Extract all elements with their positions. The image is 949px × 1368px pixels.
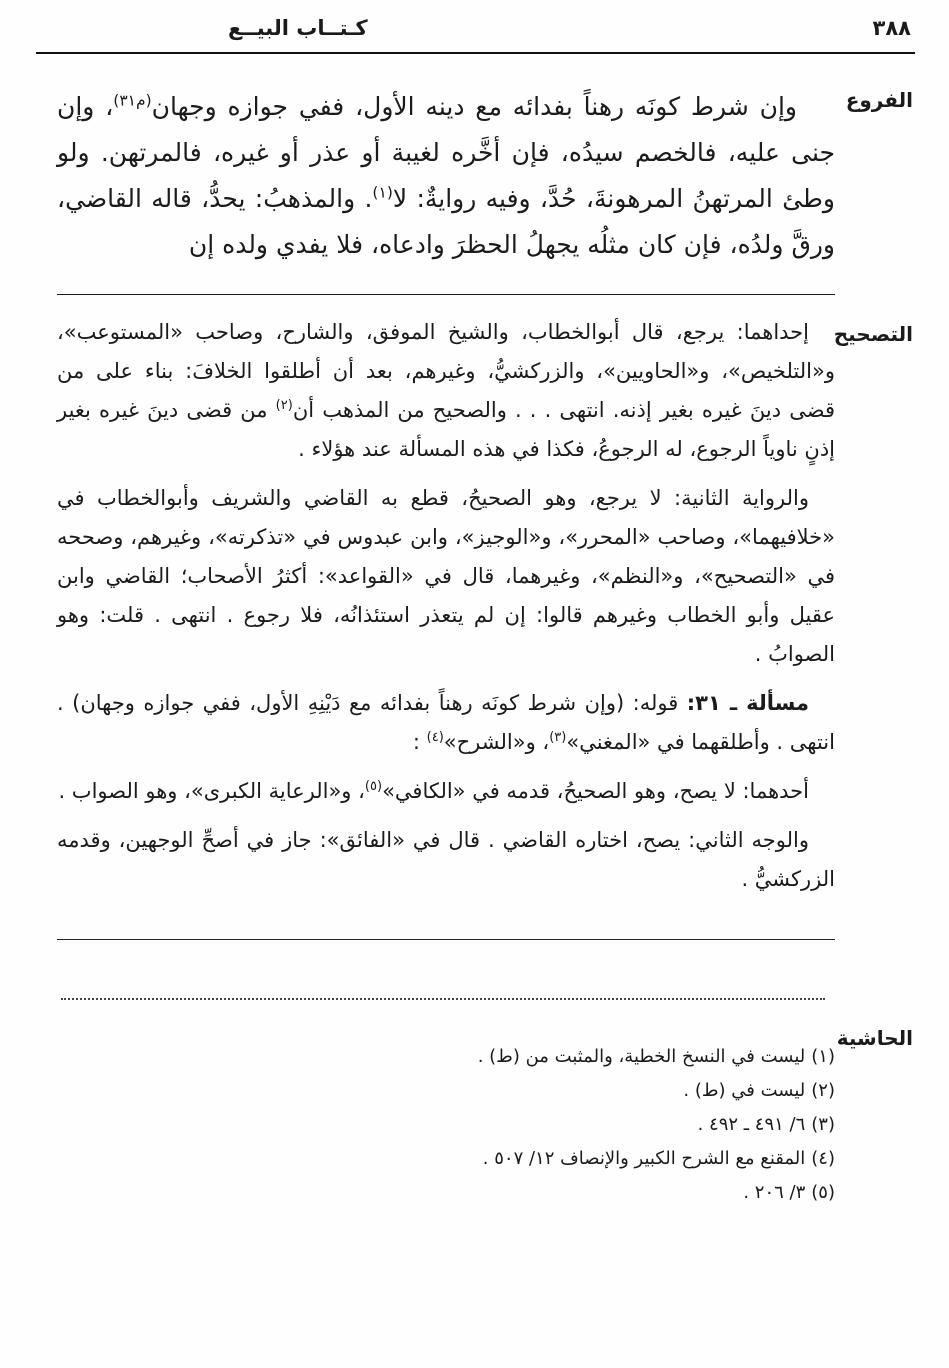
text-run: من قضى دينَ غيره بغير إذنٍ ناوياً الرجوع، له الرجوعُ، فكذا في هذه المسألة عند هؤلاء . xyxy=(57,398,835,461)
tashih-section xyxy=(57,313,835,899)
text-run: أحدهما: لا يصح، وهو الصحيحُ، قدمه في «الكافي» xyxy=(382,779,809,803)
page-number: ٣٨٨ xyxy=(872,16,911,40)
text-run: ، و«الرعاية الكبرى»، وهو الصواب . xyxy=(58,779,365,803)
footnote-reference-superscript: (١) xyxy=(372,183,393,202)
footnote-item xyxy=(57,1074,835,1108)
header-rule xyxy=(36,52,915,54)
text-run: والوجه الثاني: يصح، اختاره القاضي . قال في «الفائق»: جاز في أصحِّ الوجهين، وقدمه الزركشيُّ . xyxy=(57,828,835,891)
footnote-text: ليست في النسخ الخطية، والمثبت من (ط) . xyxy=(477,1046,806,1067)
footnote-marker: (٥) xyxy=(811,1182,835,1203)
text-run: مسألة ـ ٣١: xyxy=(686,691,809,715)
footnote-reference-superscript: (٢) xyxy=(275,398,293,413)
margin-label-hashiya: الحاشية xyxy=(836,1026,913,1050)
hashiya-dotted-rule xyxy=(61,998,825,1000)
tashih-paragraph xyxy=(57,772,835,811)
tashih-paragraph xyxy=(57,479,835,674)
section-divider xyxy=(57,294,835,295)
footnote-marker: (٢) xyxy=(811,1080,835,1101)
tashih-paragraph xyxy=(57,684,835,762)
footnote-text: ٣/ ٢٠٦ . xyxy=(743,1182,806,1203)
text-run: إحداهما: يرجع، قال أبوالخطاب، والشيخ الموفق، والشارح، وصاحب «المستوعب»، و«التلخيص»، و«الحاويين»، والزركشيُّ، وغيرهم، بعد أن أطلقوا الخلافَ: بناء على من قضى دينَ غيره بغير إذنه. انتهى . . . والصحيح من المذهب أن xyxy=(57,320,835,422)
footnote-text: ٦/ ٤٩١ ـ ٤٩٢ . xyxy=(697,1114,806,1135)
footnote-reference-superscript: (٤) xyxy=(426,730,444,745)
page-header xyxy=(36,14,913,50)
footnote-text: ليست في (ط) . xyxy=(683,1080,806,1101)
margin-label-furu: الفروع xyxy=(845,88,913,112)
text-run: . والمذهبُ: يحدُّ، قاله القاضي، ورقَّ ولدُه، فإن كان مثلُه يجهلُ الحظرَ وادعاه، فلا يفدي ولده إن xyxy=(57,184,835,259)
matn-paragraph xyxy=(57,84,835,268)
margin-label-tashih: التصحيح xyxy=(833,322,913,346)
text-run: ، و«الشرح» xyxy=(443,730,550,754)
footnote-item xyxy=(57,1040,835,1074)
text-run: ، وإن جنى عليه، فالخصم سيدُه، فإن أخَّره لغيبة أو عذر أو غيره، فالمرتهن. ولو وطئ المرتهنُ المرهونةَ، حُدَّ، وفيه روايةٌ: لا xyxy=(57,92,835,213)
footnote-reference-superscript: (م٣١) xyxy=(113,91,152,110)
footnote-text: المقنع مع الشرح الكبير والإنصاف ١٢/ ٥٠٧ . xyxy=(482,1148,806,1169)
footnote-marker: (٣) xyxy=(811,1114,835,1135)
footnote-marker: (١) xyxy=(811,1046,835,1067)
footnote-reference-superscript: (٣) xyxy=(549,730,567,745)
footnote-item xyxy=(57,1176,835,1210)
footnote-marker: (٤) xyxy=(811,1148,835,1169)
text-run: : xyxy=(412,730,427,754)
text-column xyxy=(57,84,835,1210)
tashih-paragraph xyxy=(57,313,835,469)
footnotes-section xyxy=(57,1040,835,1210)
footnote-divider-rule xyxy=(57,939,835,940)
footnote-item xyxy=(57,1108,835,1142)
text-run: وإن شرط كونَه رهناً بفدائه مع دينه الأول، ففي جوازه وجهان xyxy=(151,92,797,121)
book-title: كـتــاب البيــع xyxy=(228,16,368,40)
tashih-paragraph xyxy=(57,821,835,899)
text-run: والرواية الثانية: لا يرجع، وهو الصحيحُ، قطع به القاضي والشريف وأبوالخطاب في «خلافيهما»، وصاحب «المحرر»، و«الوجيز»، وابن عبدوس في «تذكرته»، وغيرهم، وصححه في «التصحيح»، و«النظم»، وغيرهما، قال في «القواعد»: أكثرُ الأصحاب؛ القاضي وابن عقيل وأبو الخطاب وغيرهم قالوا: إن لم يتعذر استئذانُه، فلا رجوع . انتهى . قلت: وهو الصوابُ . xyxy=(57,486,835,666)
text-run: قوله: (وإن شرط كونَه رهناً بفدائه مع دَيْنِهِ الأول، ففي جوازه وجهان) . انتهى . وأطلقهما في «المغني» xyxy=(57,691,835,754)
footnote-reference-superscript: (٥) xyxy=(364,779,383,794)
footnote-item xyxy=(57,1142,835,1176)
